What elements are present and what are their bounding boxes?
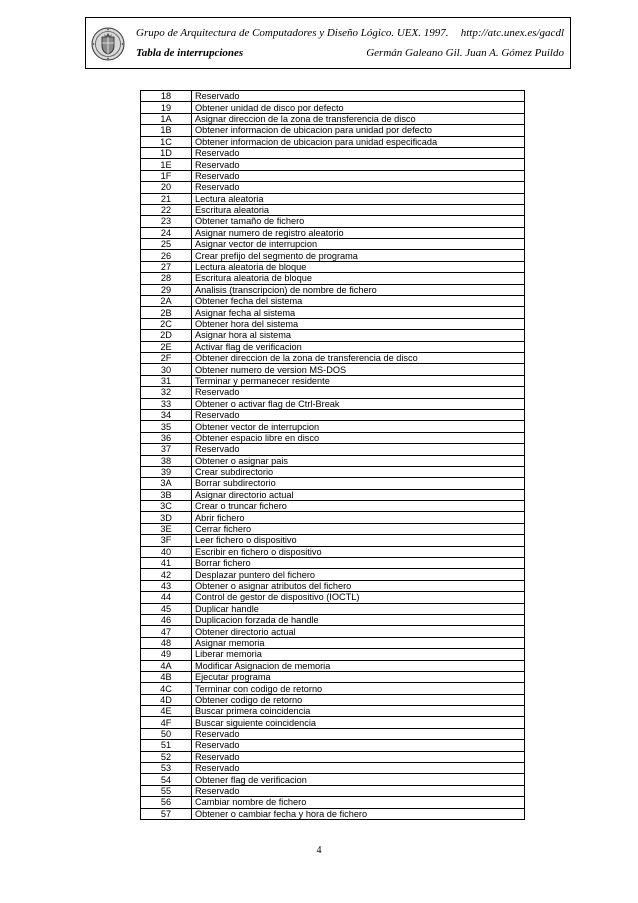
- function-description-cell: Leer fichero o dispositivo: [192, 535, 525, 546]
- function-code-cell: 31: [141, 375, 192, 386]
- function-description-cell: Desplazar puntero del fichero: [192, 569, 525, 580]
- function-code-cell: 2F: [141, 352, 192, 363]
- function-description-cell: Reservado: [192, 409, 525, 420]
- function-code-cell: 55: [141, 785, 192, 796]
- function-description-cell: Ejecutar programa: [192, 671, 525, 682]
- function-description-cell: Terminar y permanecer residente: [192, 375, 525, 386]
- function-description-cell: Obtener o activar flag de Ctrl-Break: [192, 398, 525, 409]
- function-description-cell: Escritura aleatoria de bloque: [192, 273, 525, 284]
- function-code-cell: 3F: [141, 535, 192, 546]
- table-row: [141, 683, 525, 694]
- function-code-cell: 43: [141, 580, 192, 591]
- function-description-cell: Obtener tamaño de fichero: [192, 216, 525, 227]
- function-code-cell: 26: [141, 250, 192, 261]
- function-description-cell: Control de gestor de dispositivo (IOCTL): [192, 592, 525, 603]
- function-code-cell: 2E: [141, 341, 192, 352]
- function-description-cell: Abrir fichero: [192, 512, 525, 523]
- table-row: [141, 170, 525, 181]
- function-description-cell: Obtener direccion de la zona de transferencia de disco: [192, 352, 525, 363]
- function-description-cell: Borrar subdirectorio: [192, 478, 525, 489]
- function-description-cell: Obtener codigo de retorno: [192, 694, 525, 705]
- header-authors: Germán Galeano Gil. Juan A. Gómez Puildo: [366, 47, 564, 59]
- function-description-cell: Asignar direccion de la zona de transferencia de disco: [192, 113, 525, 124]
- function-code-cell: 30: [141, 364, 192, 375]
- function-code-cell: 4A: [141, 660, 192, 671]
- function-code-cell: 1D: [141, 147, 192, 158]
- function-description-cell: Crear prefijo del segmento de programa: [192, 250, 525, 261]
- table-row: [141, 227, 525, 238]
- document-title: Tabla de interrupciones: [136, 47, 244, 59]
- function-description-cell: Duplicar handle: [192, 603, 525, 614]
- header-url: http://atc.unex.es/gacdl: [460, 27, 564, 39]
- table-row: [141, 603, 525, 614]
- table-row: [141, 261, 525, 272]
- function-description-cell: Duplicacion forzada de handle: [192, 614, 525, 625]
- function-description-cell: Obtener flag de verificacion: [192, 774, 525, 785]
- function-description-cell: Asignar hora al sistema: [192, 330, 525, 341]
- table-row: [141, 774, 525, 785]
- function-description-cell: Reservado: [192, 740, 525, 751]
- function-description-cell: Obtener numero de version MS-DOS: [192, 364, 525, 375]
- table-row: [141, 432, 525, 443]
- function-description-cell: Obtener o asignar atributos del fichero: [192, 580, 525, 591]
- function-code-cell: 57: [141, 808, 192, 819]
- table-row: [141, 307, 525, 318]
- function-code-cell: 45: [141, 603, 192, 614]
- function-description-cell: Asignar directorio actual: [192, 489, 525, 500]
- header-line-2: [136, 47, 564, 59]
- function-code-cell: 2C: [141, 318, 192, 329]
- table-row: [141, 728, 525, 739]
- table-row: [141, 694, 525, 705]
- table-row: [141, 239, 525, 250]
- table-row: [141, 352, 525, 363]
- table-row: [141, 489, 525, 500]
- function-code-cell: 3A: [141, 478, 192, 489]
- function-code-cell: 4F: [141, 717, 192, 728]
- function-description-cell: Obtener hora del sistema: [192, 318, 525, 329]
- function-code-cell: 54: [141, 774, 192, 785]
- function-code-cell: 3E: [141, 523, 192, 534]
- function-description-cell: Reservado: [192, 728, 525, 739]
- function-code-cell: 28: [141, 273, 192, 284]
- function-code-cell: 36: [141, 432, 192, 443]
- function-description-cell: Obtener informacion de ubicacion para unidad por defecto: [192, 125, 525, 136]
- function-description-cell: Terminar con codigo de retorno: [192, 683, 525, 694]
- function-code-cell: 51: [141, 740, 192, 751]
- table-row: [141, 455, 525, 466]
- table-row: [141, 330, 525, 341]
- table-row: [141, 626, 525, 637]
- function-code-cell: 32: [141, 387, 192, 398]
- table-row: [141, 102, 525, 113]
- function-code-cell: 23: [141, 216, 192, 227]
- function-code-cell: 18: [141, 91, 192, 102]
- table-row: [141, 125, 525, 136]
- function-code-cell: 21: [141, 193, 192, 204]
- function-code-cell: 33: [141, 398, 192, 409]
- table-row: [141, 273, 525, 284]
- function-code-cell: 1C: [141, 136, 192, 147]
- interrupt-table: [140, 90, 525, 820]
- function-code-cell: 47: [141, 626, 192, 637]
- table-row: [141, 535, 525, 546]
- function-code-cell: 29: [141, 284, 192, 295]
- table-row: [141, 546, 525, 557]
- function-description-cell: Cerrar fichero: [192, 523, 525, 534]
- function-code-cell: 20: [141, 182, 192, 193]
- function-code-cell: 39: [141, 466, 192, 477]
- function-description-cell: Escribir en fichero o dispositivo: [192, 546, 525, 557]
- table-row: [141, 216, 525, 227]
- table-row: [141, 763, 525, 774]
- function-code-cell: 37: [141, 444, 192, 455]
- function-code-cell: 19: [141, 102, 192, 113]
- function-code-cell: 34: [141, 409, 192, 420]
- table-row: [141, 444, 525, 455]
- function-code-cell: 3C: [141, 501, 192, 512]
- function-description-cell: Buscar primera coincidencia: [192, 706, 525, 717]
- function-code-cell: 2D: [141, 330, 192, 341]
- function-description-cell: Borrar fichero: [192, 558, 525, 569]
- table-row: [141, 592, 525, 603]
- function-code-cell: 41: [141, 558, 192, 569]
- function-code-cell: 25: [141, 239, 192, 250]
- function-description-cell: Cambiar nombre de fichero: [192, 797, 525, 808]
- function-code-cell: 2B: [141, 307, 192, 318]
- function-code-cell: 44: [141, 592, 192, 603]
- table-row: [141, 740, 525, 751]
- function-description-cell: Reservado: [192, 159, 525, 170]
- table-row: [141, 649, 525, 660]
- function-description-cell: Asignar vector de interrupcion: [192, 239, 525, 250]
- function-code-cell: 4D: [141, 694, 192, 705]
- header-group-name: Grupo de Arquitectura de Computadores y Diseño Lógico. UEX. 1997.: [136, 27, 449, 39]
- table-row: [141, 421, 525, 432]
- table-row: [141, 375, 525, 386]
- function-code-cell: 40: [141, 546, 192, 557]
- table-row: [141, 147, 525, 158]
- function-code-cell: 1B: [141, 125, 192, 136]
- function-description-cell: Reservado: [192, 444, 525, 455]
- header-line-1: [136, 27, 564, 39]
- table-row: [141, 318, 525, 329]
- function-description-cell: Obtener unidad de disco por defecto: [192, 102, 525, 113]
- function-description-cell: Buscar siguiente coincidencia: [192, 717, 525, 728]
- table-row: [141, 387, 525, 398]
- table-row: [141, 512, 525, 523]
- table-row: [141, 341, 525, 352]
- function-code-cell: 24: [141, 227, 192, 238]
- table-row: [141, 501, 525, 512]
- function-description-cell: Obtener informacion de ubicacion para unidad especificada: [192, 136, 525, 147]
- function-code-cell: 48: [141, 637, 192, 648]
- function-description-cell: Reservado: [192, 147, 525, 158]
- table-row: [141, 182, 525, 193]
- function-code-cell: 2A: [141, 296, 192, 307]
- function-code-cell: 4E: [141, 706, 192, 717]
- table-row: [141, 660, 525, 671]
- function-description-cell: Escritura aleatoria: [192, 204, 525, 215]
- function-code-cell: 4B: [141, 671, 192, 682]
- function-description-cell: Lectura aleatoria de bloque: [192, 261, 525, 272]
- table-row: [141, 204, 525, 215]
- table-row: [141, 159, 525, 170]
- interrupt-table-container: [140, 90, 525, 820]
- table-row: [141, 296, 525, 307]
- function-description-cell: Reservado: [192, 182, 525, 193]
- table-row: [141, 558, 525, 569]
- table-row: [141, 466, 525, 477]
- table-row: [141, 523, 525, 534]
- function-description-cell: Obtener directorio actual: [192, 626, 525, 637]
- function-code-cell: 3D: [141, 512, 192, 523]
- function-description-cell: Analisis (transcripcion) de nombre de fichero: [192, 284, 525, 295]
- table-row: [141, 478, 525, 489]
- function-code-cell: 38: [141, 455, 192, 466]
- table-row: [141, 706, 525, 717]
- table-row: [141, 113, 525, 124]
- function-description-cell: Liberar memoria: [192, 649, 525, 660]
- function-description-cell: Modificar Asignacion de memoria: [192, 660, 525, 671]
- function-code-cell: 42: [141, 569, 192, 580]
- function-code-cell: 46: [141, 614, 192, 625]
- function-description-cell: Reservado: [192, 785, 525, 796]
- table-row: [141, 785, 525, 796]
- table-row: [141, 717, 525, 728]
- function-description-cell: Obtener espacio libre en disco: [192, 432, 525, 443]
- table-row: [141, 409, 525, 420]
- table-row: [141, 569, 525, 580]
- function-description-cell: Crear subdirectorio: [192, 466, 525, 477]
- table-row: [141, 671, 525, 682]
- function-code-cell: 22: [141, 204, 192, 215]
- function-description-cell: Reservado: [192, 751, 525, 762]
- function-code-cell: 3B: [141, 489, 192, 500]
- function-code-cell: 1F: [141, 170, 192, 181]
- function-code-cell: 35: [141, 421, 192, 432]
- function-description-cell: Asignar fecha al sistema: [192, 307, 525, 318]
- function-description-cell: Asignar memoria: [192, 637, 525, 648]
- function-description-cell: Reservado: [192, 170, 525, 181]
- function-code-cell: 1A: [141, 113, 192, 124]
- function-code-cell: 53: [141, 763, 192, 774]
- function-description-cell: Crear o truncar fichero: [192, 501, 525, 512]
- table-row: [141, 136, 525, 147]
- function-description-cell: Reservado: [192, 763, 525, 774]
- table-row: [141, 808, 525, 819]
- interrupt-table-body: [141, 91, 525, 820]
- function-code-cell: 49: [141, 649, 192, 660]
- university-seal-icon: [91, 27, 125, 61]
- function-code-cell: 4C: [141, 683, 192, 694]
- table-row: [141, 580, 525, 591]
- table-row: [141, 91, 525, 102]
- function-description-cell: Activar flag de verificacion: [192, 341, 525, 352]
- function-description-cell: Lectura aleatoria: [192, 193, 525, 204]
- table-row: [141, 637, 525, 648]
- function-code-cell: 27: [141, 261, 192, 272]
- function-code-cell: 56: [141, 797, 192, 808]
- function-description-cell: Reservado: [192, 91, 525, 102]
- table-row: [141, 364, 525, 375]
- function-description-cell: Reservado: [192, 387, 525, 398]
- table-row: [141, 398, 525, 409]
- table-row: [141, 250, 525, 261]
- function-code-cell: 52: [141, 751, 192, 762]
- table-row: [141, 614, 525, 625]
- function-description-cell: Obtener o asignar pais: [192, 455, 525, 466]
- page-number: 4: [316, 845, 322, 856]
- table-row: [141, 284, 525, 295]
- table-row: [141, 193, 525, 204]
- table-row: [141, 751, 525, 762]
- function-description-cell: Obtener vector de interrupcion: [192, 421, 525, 432]
- function-code-cell: 1E: [141, 159, 192, 170]
- function-description-cell: Obtener o cambiar fecha y hora de fichero: [192, 808, 525, 819]
- table-row: [141, 797, 525, 808]
- function-description-cell: Asignar numero de registro aleatorio: [192, 227, 525, 238]
- page-header: [85, 17, 571, 69]
- function-code-cell: 50: [141, 728, 192, 739]
- function-description-cell: Obtener fecha del sistema: [192, 296, 525, 307]
